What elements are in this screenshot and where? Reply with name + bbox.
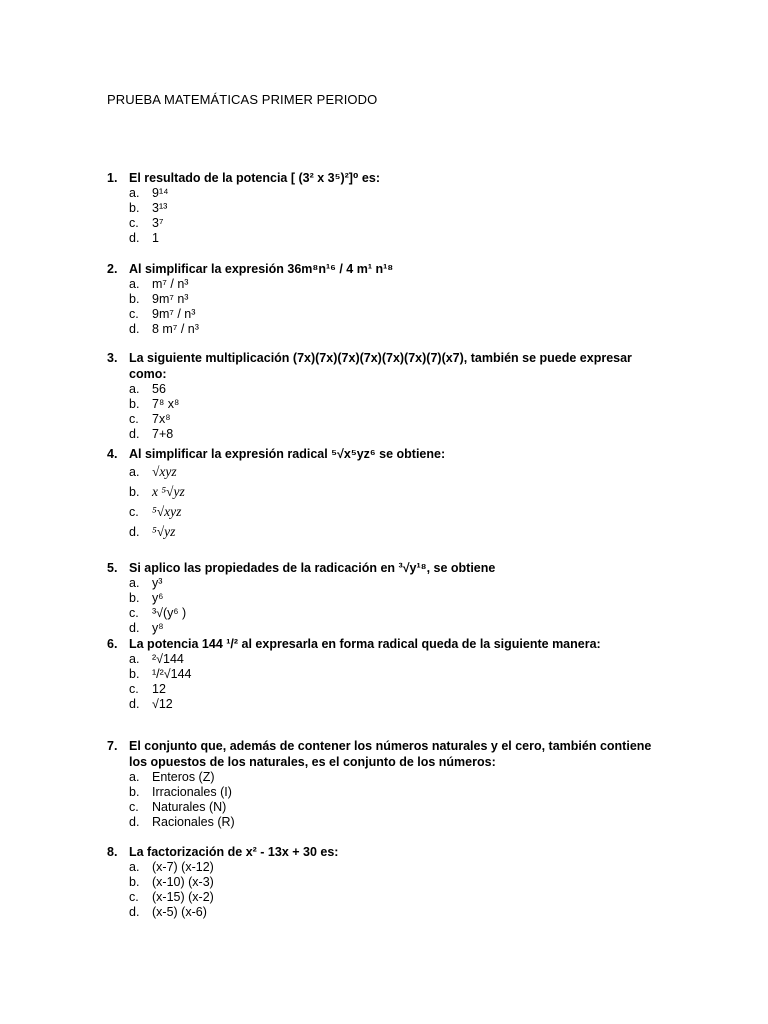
option-text: (x-5) (x-6) [152,905,207,919]
option-c [129,412,667,427]
option-b [129,482,667,502]
option-c [129,606,667,621]
question-number: 3. [107,351,118,365]
question-number: 7. [107,739,118,753]
option-text: x ⁵√yz [152,484,185,499]
option-text: ³√(y⁶ ) [152,606,187,620]
option-text: 56 [152,382,166,396]
option-c [129,307,667,322]
option-b [129,875,667,890]
option-letter: b. [129,292,140,306]
option-b [129,785,667,800]
option-text: y⁸ [152,621,164,635]
option-letter: b. [129,591,140,605]
option-letter: d. [129,427,140,441]
option-letter: d. [129,905,140,919]
option-letter: c. [129,800,139,814]
option-a [129,277,667,292]
question-5 [107,560,667,636]
option-text: Enteros (Z) [152,770,215,784]
question-8 [107,844,667,920]
option-text: 9¹⁴ [152,186,169,200]
option-letter: a. [129,652,140,666]
option-a [129,576,667,591]
option-d [129,815,667,830]
option-a [129,186,667,201]
option-letter: a. [129,382,140,396]
option-text: ⁵√xyz [152,504,182,519]
option-text: 8 m⁷ / n³ [152,322,199,336]
option-d [129,621,667,636]
option-b [129,397,667,412]
option-text: ⁵√yz [152,524,176,539]
option-letter: c. [129,216,139,230]
option-d [129,905,667,920]
option-letter: c. [129,412,139,426]
option-letter: d. [129,525,140,539]
option-d [129,427,667,442]
question-number: 2. [107,262,118,276]
option-c [129,502,667,522]
option-text: ¹/²√144 [152,667,192,681]
option-letter: d. [129,231,140,245]
question-6 [107,636,667,712]
option-b [129,667,667,682]
option-letter: c. [129,606,139,620]
option-text: 7⁸ x⁸ [152,397,180,411]
question-3 [107,350,667,442]
question-1 [107,170,667,246]
option-a [129,382,667,397]
option-letter: b. [129,667,140,681]
question-number: 1. [107,171,118,185]
question-number: 8. [107,845,118,859]
option-text: (x-15) (x-2) [152,890,214,904]
option-text: 9m⁷ n³ [152,292,189,306]
option-text: 7x⁸ [152,412,171,426]
option-letter: b. [129,785,140,799]
question-2 [107,261,667,337]
option-text: y³ [152,576,163,590]
question-7 [107,738,667,830]
option-d [129,231,667,246]
option-letter: a. [129,576,140,590]
option-letter: a. [129,860,140,874]
question-text: Si aplico las propiedades de la radicación en ³√y¹⁸, se obtiene [129,561,496,575]
page-title: PRUEBA MATEMÁTICAS PRIMER PERIODO [107,92,378,107]
option-c [129,216,667,231]
question-number: 4. [107,447,118,461]
option-letter: b. [129,875,140,889]
option-letter: c. [129,307,139,321]
question-text: La potencia 144 ¹/² al expresarla en forma radical queda de la siguiente manera: [129,637,601,651]
option-letter: c. [129,682,139,696]
option-text: √12 [152,697,173,711]
question-text: La factorización de x² - 13x + 30 es: [129,845,339,859]
option-d [129,322,667,337]
option-text: 9m⁷ / n³ [152,307,196,321]
option-d [129,522,667,542]
option-text: 3¹³ [152,201,168,215]
option-a [129,770,667,785]
option-d [129,697,667,712]
option-text: Naturales (N) [152,800,227,814]
question-text: El conjunto que, además de contener los números naturales y el cero, también contiene los opuestos de los naturales, es el conjunto de los números: [129,739,652,769]
option-text: Irracionales (I) [152,785,232,799]
option-text: √xyz [152,464,177,479]
option-letter: a. [129,277,140,291]
option-letter: b. [129,201,140,215]
option-text: 12 [152,682,166,696]
question-number: 5. [107,561,118,575]
question-text: Al simplificar la expresión radical ⁵√x⁵yz⁶ se obtiene: [129,447,446,461]
option-b [129,292,667,307]
option-letter: d. [129,322,140,336]
option-letter: a. [129,465,140,479]
option-a [129,652,667,667]
option-letter: a. [129,186,140,200]
question-text: El resultado de la potencia [ (3² x 3⁵)²]⁰ es: [129,171,380,185]
option-text: 3⁷ [152,216,164,230]
option-letter: b. [129,397,140,411]
question-text: La siguiente multiplicación (7x)(7x)(7x)(7x)(7x)(7x)(7)(x7), también se puede expresar como: [129,351,632,381]
option-letter: c. [129,890,139,904]
option-text: ²√144 [152,652,184,666]
option-letter: d. [129,697,140,711]
option-letter: d. [129,815,140,829]
question-4 [107,446,667,542]
option-letter: c. [129,505,139,519]
option-text: 1 [152,231,159,245]
option-letter: a. [129,770,140,784]
option-c [129,800,667,815]
option-a [129,462,667,482]
option-text: m⁷ / n³ [152,277,189,291]
option-text: (x-10) (x-3) [152,875,214,889]
option-text: 7+8 [152,427,174,441]
option-text: (x-7) (x-12) [152,860,214,874]
option-c [129,890,667,905]
option-a [129,860,667,875]
option-b [129,591,667,606]
question-number: 6. [107,637,118,651]
option-letter: d. [129,621,140,635]
option-text: Racionales (R) [152,815,235,829]
question-text: Al simplificar la expresión 36m⁸n¹⁶ / 4 m¹ n¹⁸ [129,262,394,276]
option-c [129,682,667,697]
option-text: y⁶ [152,591,164,605]
option-letter: b. [129,485,140,499]
option-b [129,201,667,216]
